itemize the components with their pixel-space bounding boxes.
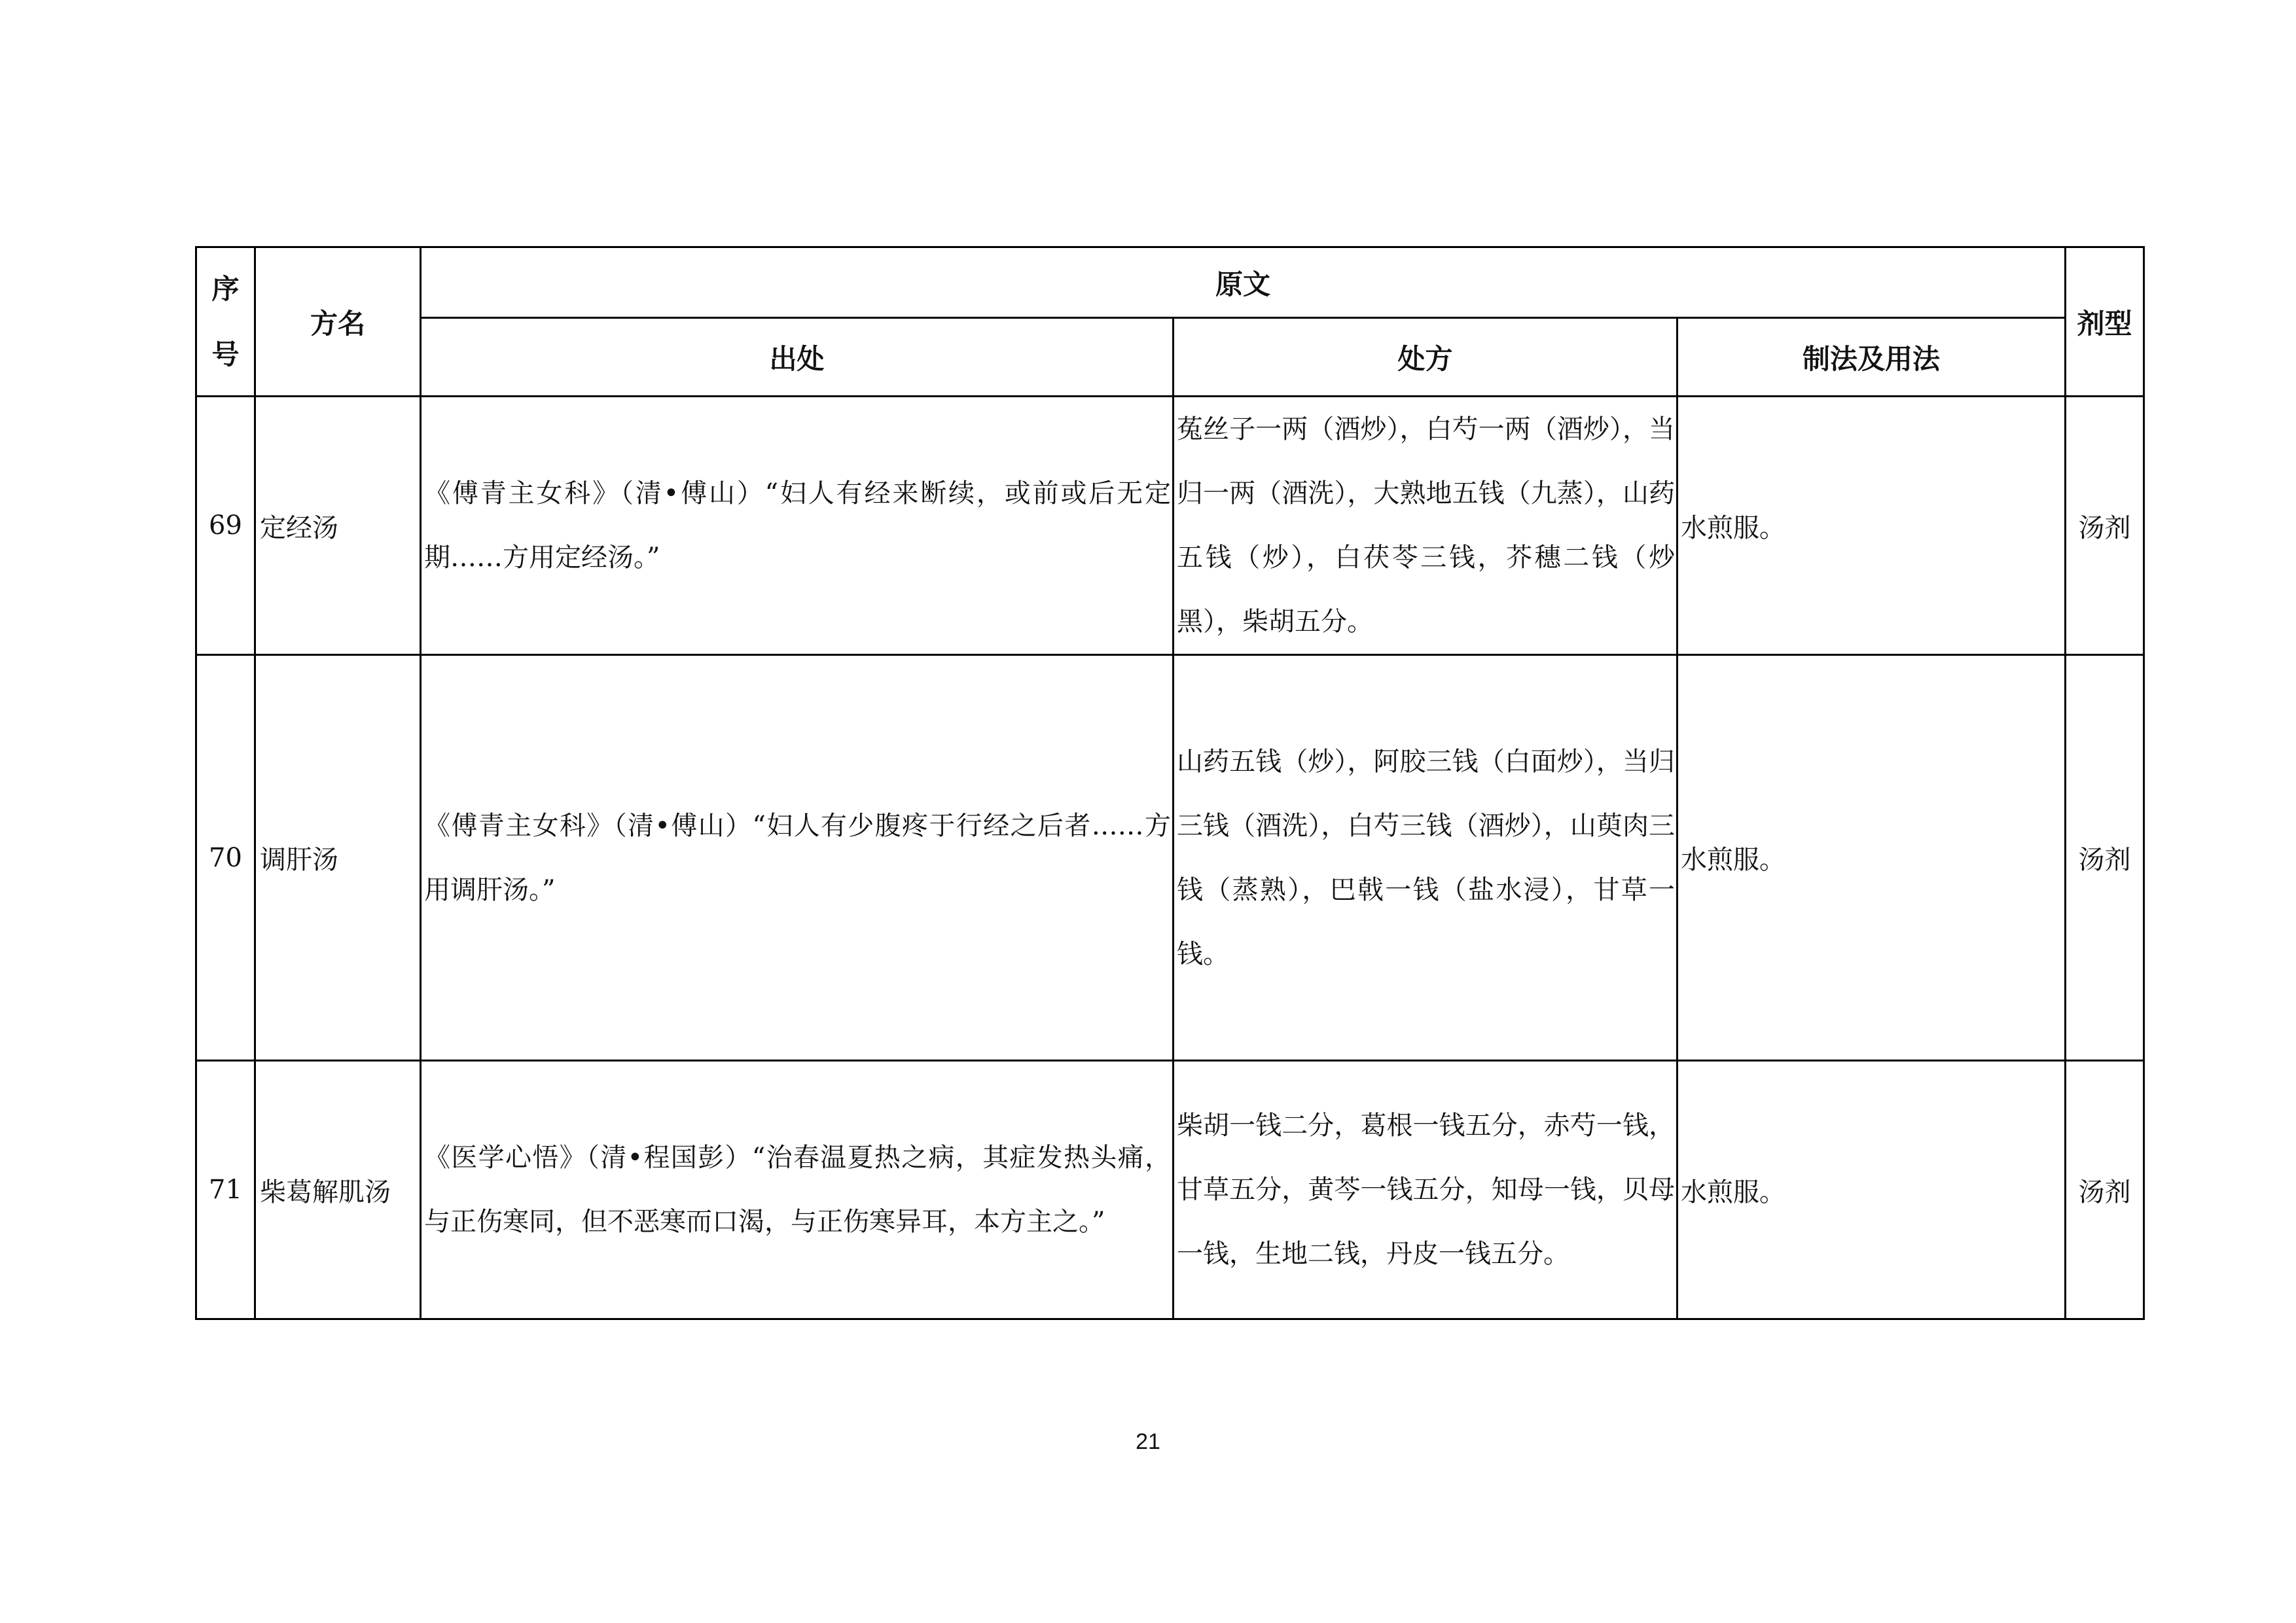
page-number: 21 <box>1136 1429 1160 1454</box>
header-serial-line1: 序 <box>211 272 240 305</box>
row-form: 汤剂 <box>2066 1061 2144 1319</box>
table-row <box>196 397 2144 655</box>
header-serial-line2: 号 <box>211 338 240 370</box>
row-name: 柴葛解肌汤 <box>255 1061 421 1319</box>
header-form: 剂型 <box>2066 247 2144 397</box>
table-row <box>196 655 2144 1061</box>
row-serial: 70 <box>196 655 255 1061</box>
table-row <box>196 1061 2144 1319</box>
header-serial <box>196 247 255 397</box>
row-source: 《医学心悟》（清•程国彭）“治春温夏热之病，其症发热头痛，与正伤寒同，但不恶寒而口渴，与正伤寒异耳，本方主之。” <box>421 1061 1174 1319</box>
row-form: 汤剂 <box>2066 655 2144 1061</box>
row-method: 水煎服。 <box>1677 655 2066 1061</box>
header-row-bottom <box>196 318 2144 397</box>
header-row-top <box>196 247 2144 318</box>
header-name: 方名 <box>255 247 421 397</box>
header-prescription: 处方 <box>1174 318 1677 397</box>
row-prescription: 柴胡一钱二分，葛根一钱五分，赤芍一钱，甘草五分，黄芩一钱五分，知母一钱，贝母一钱，生地二钱，丹皮一钱五分。 <box>1174 1061 1677 1319</box>
row-source: 《傅青主女科》（清•傅山）“妇人有少腹疼于行经之后者……方用调肝汤。” <box>421 655 1174 1061</box>
row-prescription: 山药五钱（炒），阿胶三钱（白面炒），当归三钱（酒洗），白芍三钱（酒炒），山萸肉三钱（蒸熟），巴戟一钱（盐水浸），甘草一钱。 <box>1174 655 1677 1061</box>
row-name: 定经汤 <box>255 397 421 655</box>
formula-table <box>195 246 2145 1320</box>
row-serial: 69 <box>196 397 255 655</box>
header-source: 出处 <box>421 318 1174 397</box>
row-method: 水煎服。 <box>1677 397 2066 655</box>
header-method: 制法及用法 <box>1677 318 2066 397</box>
header-original: 原文 <box>421 247 2066 318</box>
row-method: 水煎服。 <box>1677 1061 2066 1319</box>
row-form: 汤剂 <box>2066 397 2144 655</box>
row-prescription: 菟丝子一两（酒炒），白芍一两（酒炒），当归一两（酒洗），大熟地五钱（九蒸），山药五钱（炒），白茯苓三钱，芥穗二钱（炒黑），柴胡五分。 <box>1174 397 1677 655</box>
row-serial: 71 <box>196 1061 255 1319</box>
row-name: 调肝汤 <box>255 655 421 1061</box>
row-source: 《傅青主女科》（清•傅山）“妇人有经来断续，或前或后无定期……方用定经汤。” <box>421 397 1174 655</box>
